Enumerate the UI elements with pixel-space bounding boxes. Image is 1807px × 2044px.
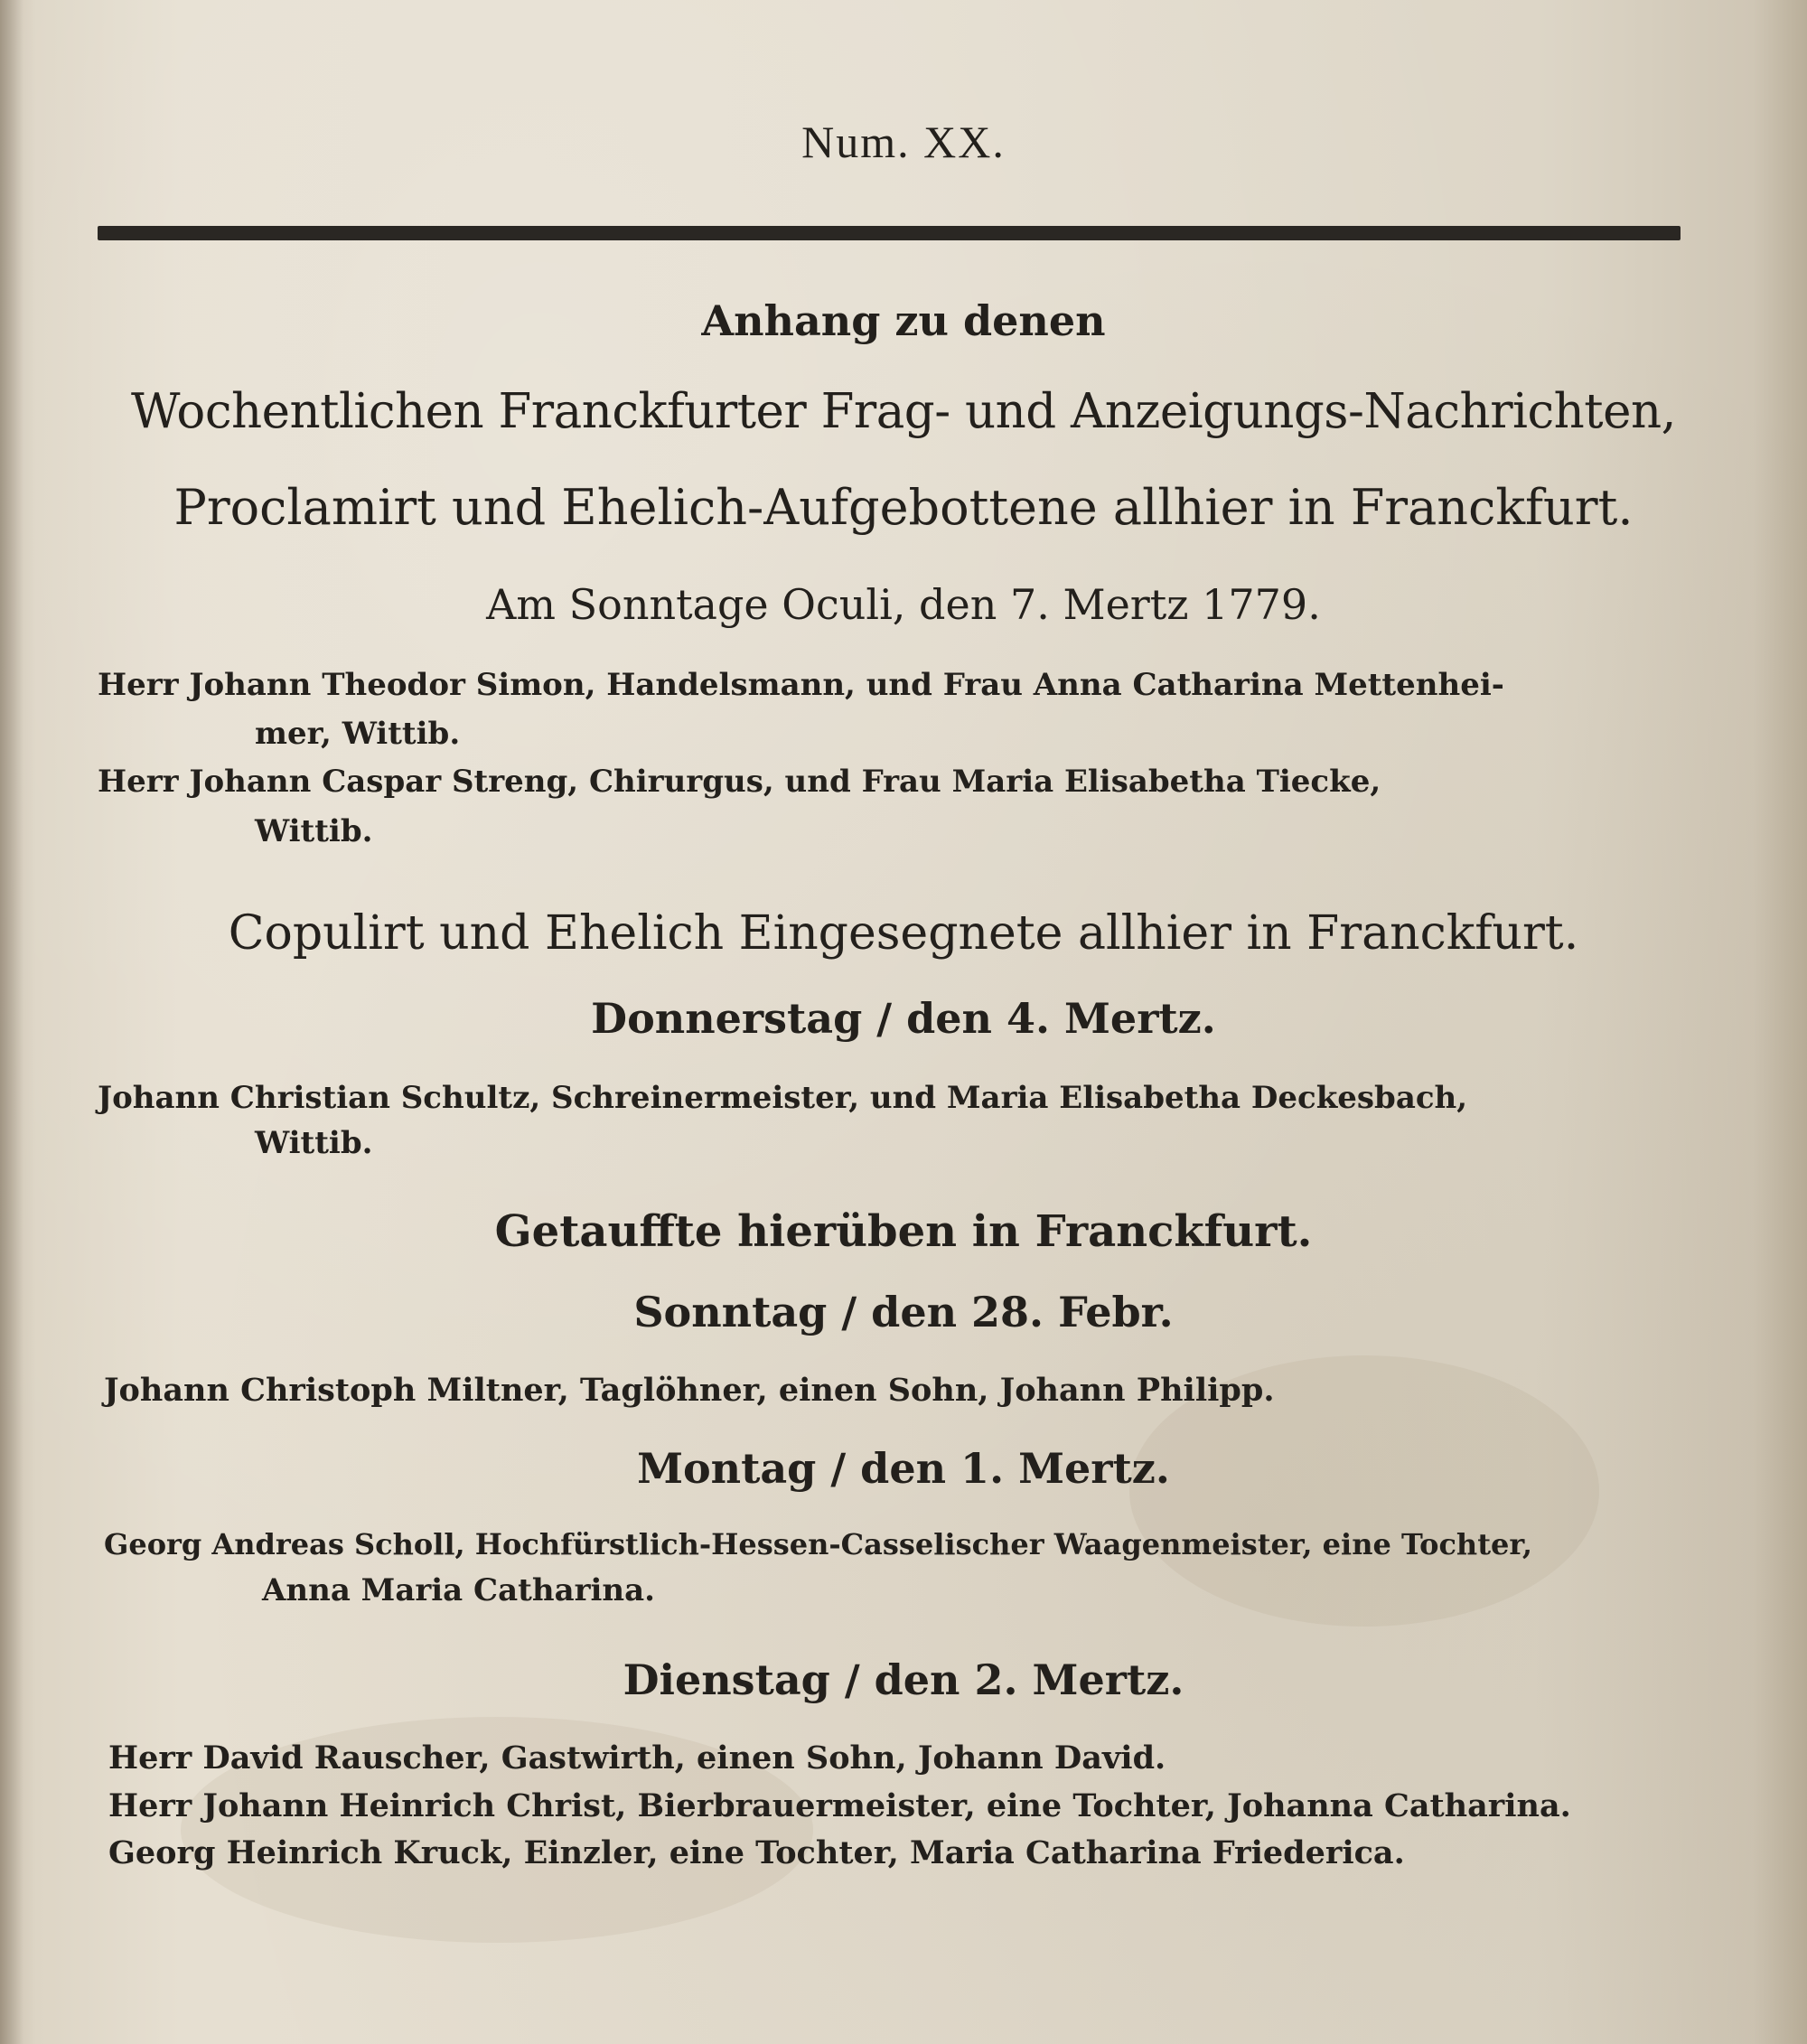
copulirt-entry: Johann Christian Schultz, Schreinermeister, und Maria Elisabetha Deckesbach, [98,1080,1468,1116]
date-line: Am Sonntage Oculi, den 7. Mertz 1779. [486,580,1321,629]
proclamirt-entry: Herr Johann Caspar Streng, Chirurgus, und Frau Maria Elisabetha Tiecke, [98,764,1381,800]
proclamirt-entry: Herr Johann Theodor Simon, Handelsmann, und Frau Anna Catharina Mettenhei- [98,667,1504,703]
proclamirt-entry-continuation: mer, Wittib. [255,716,461,752]
getauffte-day-monday: Montag / den 1. Mertz. [637,1444,1170,1493]
getauffte-entry: Herr Johann Heinrich Christ, Bierbrauermeister, eine Tochter, Johanna Catharina. [108,1787,1571,1824]
getauffte-entry: Georg Andreas Scholl, Hochfürstlich-Hessen-Casselischer Waagenmeister, eine Tochter, [104,1527,1532,1561]
issue-number: Num. XX. [801,117,1006,167]
getauffte-entry: Johann Christoph Miltner, Taglöhner, einen Sohn, Johann Philipp. [104,1372,1275,1409]
copulirt-day: Donnerstag / den 4. Mertz. [591,994,1216,1043]
title-publication: Wochentlichen Franckfurter Frag- und Anzeigungs-Nachrichten, [131,384,1676,439]
title-anhang: Anhang zu denen [701,296,1106,345]
getauffte-day-tuesday: Dienstag / den 2. Mertz. [623,1655,1184,1704]
getauffte-entry: Herr David Rauscher, Gastwirth, einen Sohn, Johann David. [108,1739,1166,1777]
getauffte-heading: Getauffte hierüben in Franckfurt. [494,1206,1313,1257]
getauffte-day-sunday: Sonntag / den 28. Febr. [633,1288,1174,1336]
title-proclamirt: Proclamirt und Ehelich-Aufgebottene allhier in Franckfurt. [173,479,1634,536]
proclamirt-entry-continuation: Wittib. [255,813,373,849]
header-rule [98,226,1681,240]
copulirt-entry-continuation: Wittib. [255,1125,373,1161]
getauffte-entry: Georg Heinrich Kruck, Einzler, eine Tochter, Maria Catharina Friederica. [108,1834,1405,1871]
getauffte-entry-continuation: Anna Maria Catharina. [262,1572,656,1608]
copulirt-heading: Copulirt und Ehelich Eingesegnete allhier in Franckfurt. [228,906,1579,961]
